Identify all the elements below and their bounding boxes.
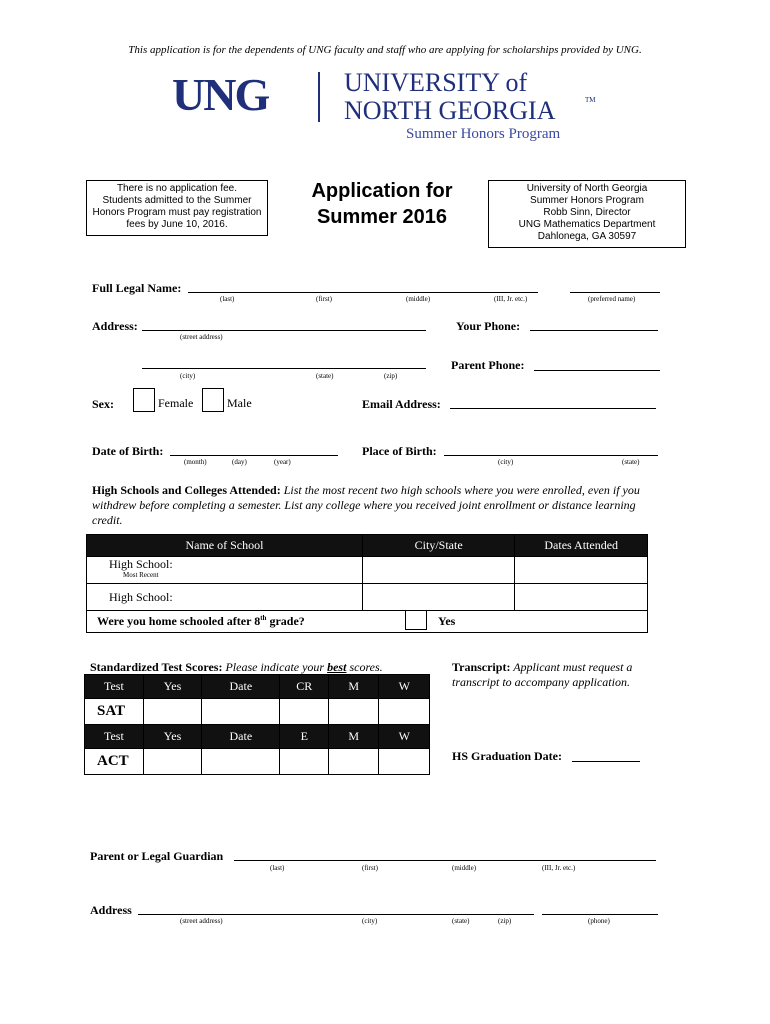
guardian-sub-city: (city) (362, 917, 378, 925)
high-school-1-dates[interactable] (515, 557, 648, 584)
guardian-sub-first: (first) (362, 864, 378, 872)
guardian-name-field[interactable] (234, 860, 656, 861)
guardian-sub-last: (last) (270, 864, 285, 872)
fee-line-3: Honors Program must pay registration (92, 207, 262, 218)
full-legal-name-field[interactable] (188, 292, 538, 293)
sub-year: (year) (274, 458, 291, 466)
sat-yes-cell[interactable] (143, 699, 201, 725)
sat-col-m: M (329, 675, 379, 699)
col-dates-attended: Dates Attended (515, 535, 648, 557)
title-line-1: Application for (311, 180, 453, 202)
street-address-field[interactable] (142, 330, 426, 331)
home-school-question: Were you home schooled after 8 (97, 614, 261, 628)
your-phone-label: Your Phone: (456, 319, 521, 333)
sub-zip: (zip) (384, 372, 398, 380)
title-line-2: Summer 2016 (316, 206, 448, 228)
female-label: Female (158, 396, 194, 410)
logo-north-georgia: NORTH GEORGIA (344, 96, 556, 125)
act-e-cell[interactable] (280, 749, 329, 775)
sub-month: (month) (184, 458, 207, 466)
high-school-row-2[interactable] (87, 584, 363, 611)
sub-first: (first) (316, 295, 332, 303)
sub-pob-state: (state) (622, 458, 640, 466)
high-school-2-dates[interactable] (515, 584, 648, 611)
tests-heading (90, 660, 383, 675)
schools-table (86, 534, 648, 633)
guardian-sub-suffix: (III, Jr. etc.) (542, 864, 576, 872)
male-label: Male (227, 396, 252, 410)
high-school-1-city[interactable] (362, 557, 514, 584)
email-field[interactable] (450, 408, 656, 409)
address-line-3: Robb Sinn, Director (543, 207, 631, 218)
guardian-sub-street: (street address) (180, 917, 223, 925)
tests-heading-end: scores. (346, 660, 383, 674)
home-school-row (87, 611, 648, 633)
sat-cr-cell[interactable] (280, 699, 329, 725)
hs-grad-label: HS Graduation Date: (452, 749, 563, 763)
guardian-sub-state: (state) (452, 917, 470, 925)
act-label: ACT (85, 749, 144, 775)
sat-date-cell[interactable] (202, 699, 280, 725)
guardian-sub-middle: (middle) (452, 864, 477, 872)
preferred-name-field[interactable] (570, 292, 660, 293)
act-m-cell[interactable] (329, 749, 379, 775)
home-school-end: grade? (266, 614, 305, 628)
sat-label: SAT (85, 699, 144, 725)
address-line-4: UNG Mathematics Department (518, 219, 656, 230)
sub-city: (city) (180, 372, 196, 380)
ung-logo (172, 64, 612, 150)
sub-day: (day) (232, 458, 247, 466)
sat-col-date: Date (202, 675, 280, 699)
guardian-address-field[interactable] (138, 914, 534, 915)
schools-heading-bold: High Schools and Colleges Attended: (92, 483, 281, 497)
sex-label: Sex: (92, 397, 114, 411)
address-line-2: Summer Honors Program (530, 195, 644, 206)
hs-grad-field[interactable] (572, 761, 640, 762)
dob-field[interactable] (170, 455, 338, 456)
act-col-w: W (379, 725, 430, 749)
transcript-note (452, 660, 662, 690)
act-date-cell[interactable] (202, 749, 280, 775)
act-yes-cell[interactable] (143, 749, 201, 775)
act-col-date: Date (202, 725, 280, 749)
logo-program: Summer Honors Program (406, 126, 561, 142)
dob-label: Date of Birth: (92, 444, 164, 458)
high-school-row-1[interactable] (87, 557, 363, 584)
sat-col-cr: CR (280, 675, 329, 699)
notice-text: This application is for the dependents of UNG faculty and staff who are applying for scholarships provided by UNG. (128, 44, 642, 56)
program-address-box (488, 180, 686, 248)
transcript-bold: Transcript: (452, 660, 511, 674)
home-school-yes-checkbox[interactable] (405, 610, 427, 630)
logo-ung: UNG (172, 69, 269, 120)
act-col-m: M (329, 725, 379, 749)
fee-line-2: Students admitted to the Summer (102, 195, 252, 206)
sat-m-cell[interactable] (329, 699, 379, 725)
tests-heading-best: best (327, 660, 347, 674)
tests-heading-bold: Standardized Test Scores: (90, 660, 223, 674)
guardian-sub-zip: (zip) (498, 917, 512, 925)
act-col-e: E (280, 725, 329, 749)
page-title (284, 178, 480, 230)
sub-street: (street address) (180, 333, 223, 341)
fee-line-4: fees by June 10, 2016. (126, 219, 228, 230)
sub-middle: (middle) (406, 295, 431, 303)
logo-university-of: UNIVERSITY of (344, 68, 528, 97)
guardian-sub-phone: (phone) (588, 917, 610, 925)
sub-last: (last) (220, 295, 235, 303)
sat-col-w: W (379, 675, 430, 699)
col-name-of-school: Name of School (87, 535, 363, 557)
act-col-test: Test (85, 725, 144, 749)
guardian-address-label: Address (90, 903, 132, 917)
transcript-italic: Applicant must request a transcript to accompany application. (452, 660, 633, 689)
city-state-zip-field[interactable] (142, 368, 426, 369)
sat-w-cell[interactable] (379, 699, 430, 725)
parent-phone-label: Parent Phone: (451, 358, 525, 372)
pob-field[interactable] (444, 455, 658, 456)
sub-state: (state) (316, 372, 334, 380)
test-scores-table (84, 674, 430, 775)
guardian-phone-field[interactable] (542, 914, 658, 915)
fee-box (86, 180, 268, 236)
home-school-yes-label: Yes (438, 614, 456, 628)
fee-line-1: There is no application fee. (116, 183, 238, 194)
high-school-2-label: High School: (109, 589, 173, 604)
pob-label: Place of Birth: (362, 444, 437, 458)
schools-heading-italic: List the most recent two high schools where you were enrolled, even if you withdrew before completing a semester. List any college where you received joint enrollment or distance learning credit. (92, 483, 640, 527)
act-col-yes: Yes (143, 725, 201, 749)
female-checkbox[interactable] (133, 388, 155, 412)
male-checkbox[interactable] (202, 388, 224, 412)
sat-col-test: Test (85, 675, 144, 699)
sub-suffix: (III, Jr. etc.) (494, 295, 528, 303)
high-school-1-label: High School: (109, 557, 173, 571)
home-school-sup: th (260, 614, 267, 622)
email-label: Email Address: (362, 397, 441, 411)
full-legal-name-label: Full Legal Name: (92, 281, 182, 295)
most-recent-sub: Most Recent (123, 571, 159, 579)
address-label: Address: (92, 319, 138, 333)
your-phone-field[interactable] (530, 330, 658, 331)
sat-col-yes: Yes (143, 675, 201, 699)
col-city-state: City/State (362, 535, 514, 557)
logo-tm: TM (585, 96, 596, 104)
tests-heading-italic: Please indicate your (222, 660, 328, 674)
high-school-2-city[interactable] (362, 584, 514, 611)
logo-divider (318, 72, 320, 122)
sub-pob-city: (city) (498, 458, 514, 466)
guardian-label: Parent or Legal Guardian (90, 849, 224, 863)
address-line-1: University of North Georgia (526, 183, 648, 194)
schools-heading (92, 483, 662, 528)
address-line-5: Dahlonega, GA 30597 (537, 231, 637, 242)
parent-phone-field[interactable] (534, 370, 660, 371)
sub-preferred: (preferred name) (588, 295, 636, 303)
act-w-cell[interactable] (379, 749, 430, 775)
